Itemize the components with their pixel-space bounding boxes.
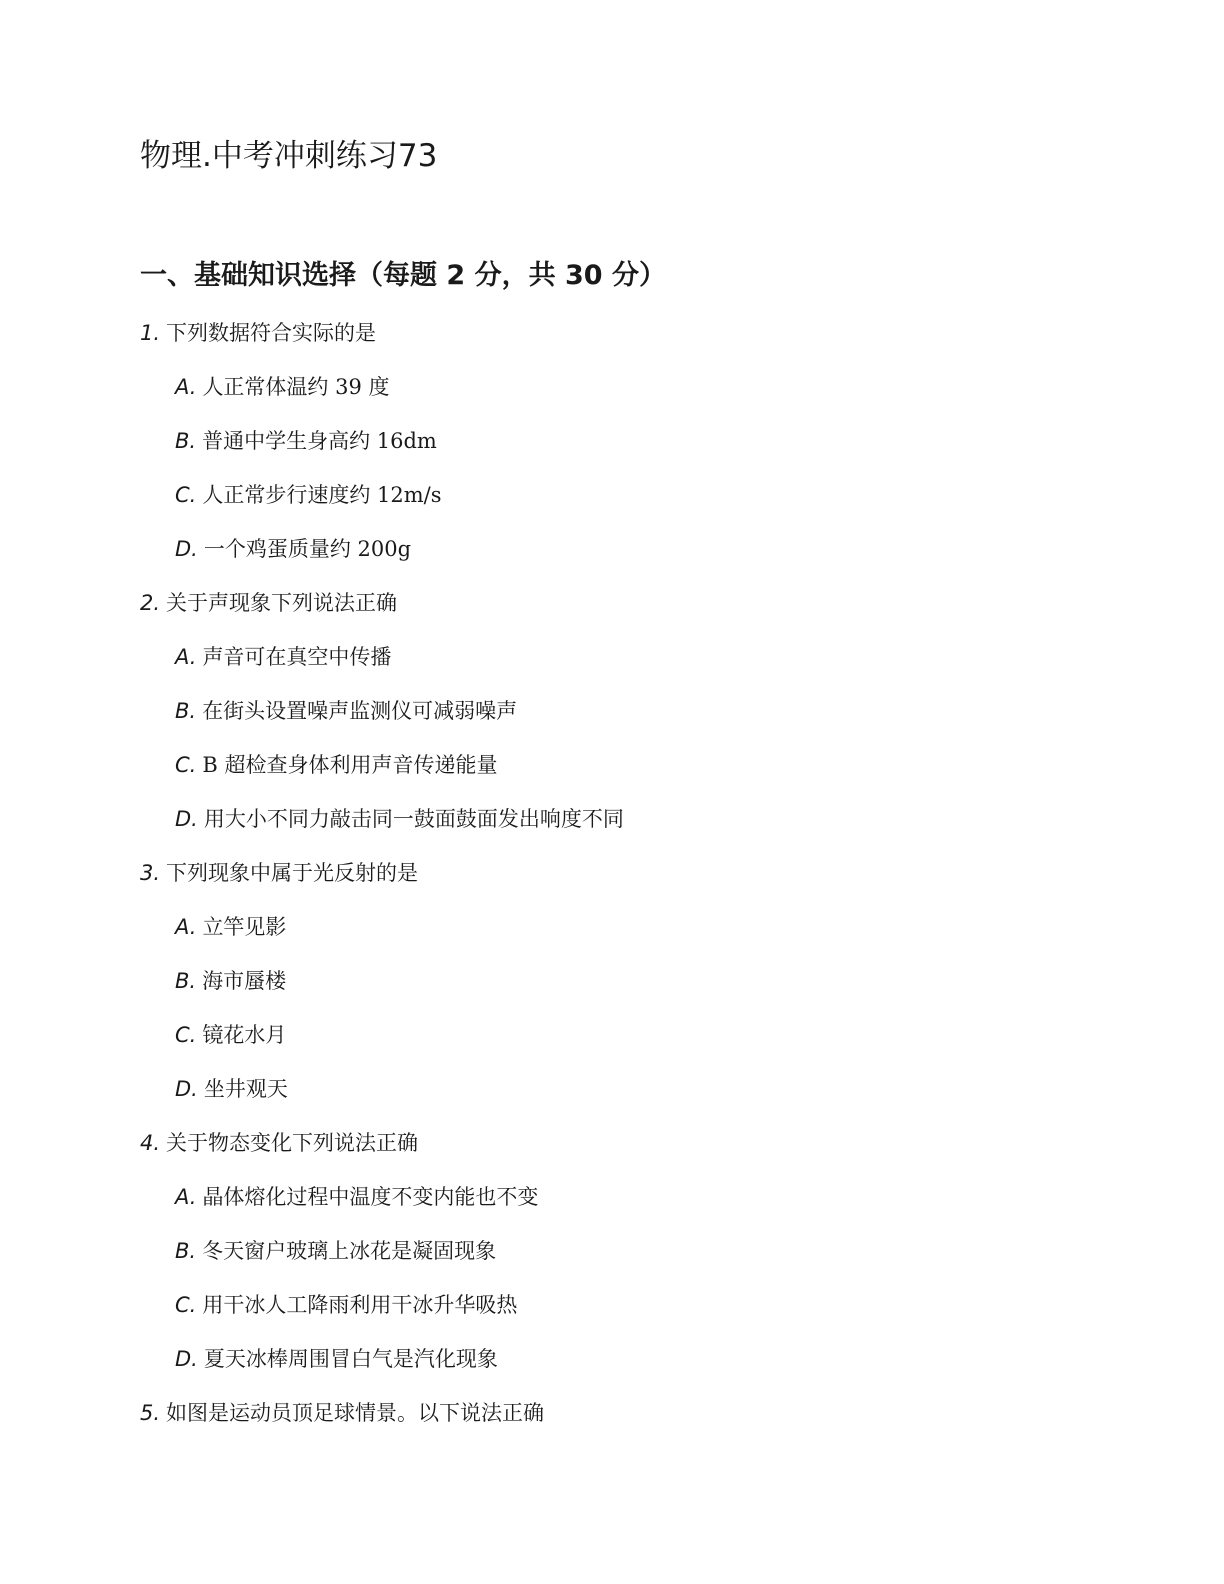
option-text: 在街头设置噪声监测仪可减弱噪声 — [202, 699, 518, 723]
option-label: C. — [175, 753, 197, 777]
option-text: 坐井观天 — [203, 1077, 288, 1101]
option-label: D. — [175, 1347, 198, 1371]
question-text: 下列现象中属于光反射的是 — [166, 861, 419, 885]
q3-option-d — [175, 1074, 288, 1104]
section-heading: 一、基础知识选择（每题 2 分，共 30 分） — [140, 260, 666, 291]
option-label: B. — [175, 699, 197, 723]
question-text: 下列数据符合实际的是 — [166, 321, 377, 345]
q4-option-b — [175, 1236, 496, 1266]
q1-option-d — [175, 534, 411, 564]
option-label: A. — [175, 1185, 197, 1209]
option-text: 人正常步行速度约 12m/s — [202, 483, 442, 507]
question-5 — [140, 1398, 544, 1428]
q2-option-c — [175, 750, 497, 780]
option-text: 用干冰人工降雨利用干冰升华吸热 — [202, 1293, 518, 1317]
option-label: D. — [175, 807, 198, 831]
option-label: B. — [175, 429, 197, 453]
q4-option-a — [175, 1182, 538, 1212]
option-label: C. — [175, 483, 197, 507]
question-number: 4. — [140, 1131, 161, 1155]
question-number: 5. — [140, 1401, 161, 1425]
q1-option-c — [175, 480, 442, 510]
option-text: 声音可在真空中传播 — [202, 645, 392, 669]
q3-option-c — [175, 1020, 286, 1050]
option-label: B. — [175, 969, 197, 993]
question-number: 3. — [140, 861, 161, 885]
option-label: A. — [175, 645, 197, 669]
option-text: 人正常体温约 39 度 — [202, 375, 390, 399]
option-text: 一个鸡蛋质量约 200g — [203, 537, 412, 561]
option-text: 镜花水月 — [202, 1023, 287, 1047]
q2-option-a — [175, 642, 391, 672]
q4-option-c — [175, 1290, 517, 1320]
q2-option-d — [175, 804, 624, 834]
question-4 — [140, 1128, 418, 1158]
page-title: 物理.中考冲刺练习73 — [140, 138, 438, 174]
option-text: 海市蜃楼 — [202, 969, 287, 993]
option-label: A. — [175, 375, 197, 399]
question-2 — [140, 588, 397, 618]
option-text: 普通中学生身高约 16dm — [202, 429, 437, 453]
question-1 — [140, 318, 376, 348]
option-label: C. — [175, 1023, 197, 1047]
option-text: 立竿见影 — [202, 915, 287, 939]
option-text: B 超检查身体利用声音传递能量 — [202, 753, 498, 777]
q1-option-b — [175, 426, 437, 456]
q3-option-a — [175, 912, 286, 942]
option-text: 用大小不同力敲击同一鼓面鼓面发出响度不同 — [203, 807, 624, 831]
question-3 — [140, 858, 418, 888]
option-label: D. — [175, 537, 198, 561]
question-text: 如图是运动员顶足球情景。以下说法正确 — [166, 1401, 545, 1425]
q1-option-a — [175, 372, 390, 402]
question-text: 关于声现象下列说法正确 — [166, 591, 398, 615]
option-label: B. — [175, 1239, 197, 1263]
option-label: A. — [175, 915, 197, 939]
question-number: 1. — [140, 321, 161, 345]
option-text: 晶体熔化过程中温度不变内能也不变 — [202, 1185, 539, 1209]
option-text: 夏天冰棒周围冒白气是汽化现象 — [203, 1347, 498, 1371]
option-label: C. — [175, 1293, 197, 1317]
option-label: D. — [175, 1077, 198, 1101]
option-text: 冬天窗户玻璃上冰花是凝固现象 — [202, 1239, 497, 1263]
question-text: 关于物态变化下列说法正确 — [166, 1131, 419, 1155]
q4-option-d — [175, 1344, 498, 1374]
question-number: 2. — [140, 591, 161, 615]
q2-option-b — [175, 696, 517, 726]
q3-option-b — [175, 966, 286, 996]
